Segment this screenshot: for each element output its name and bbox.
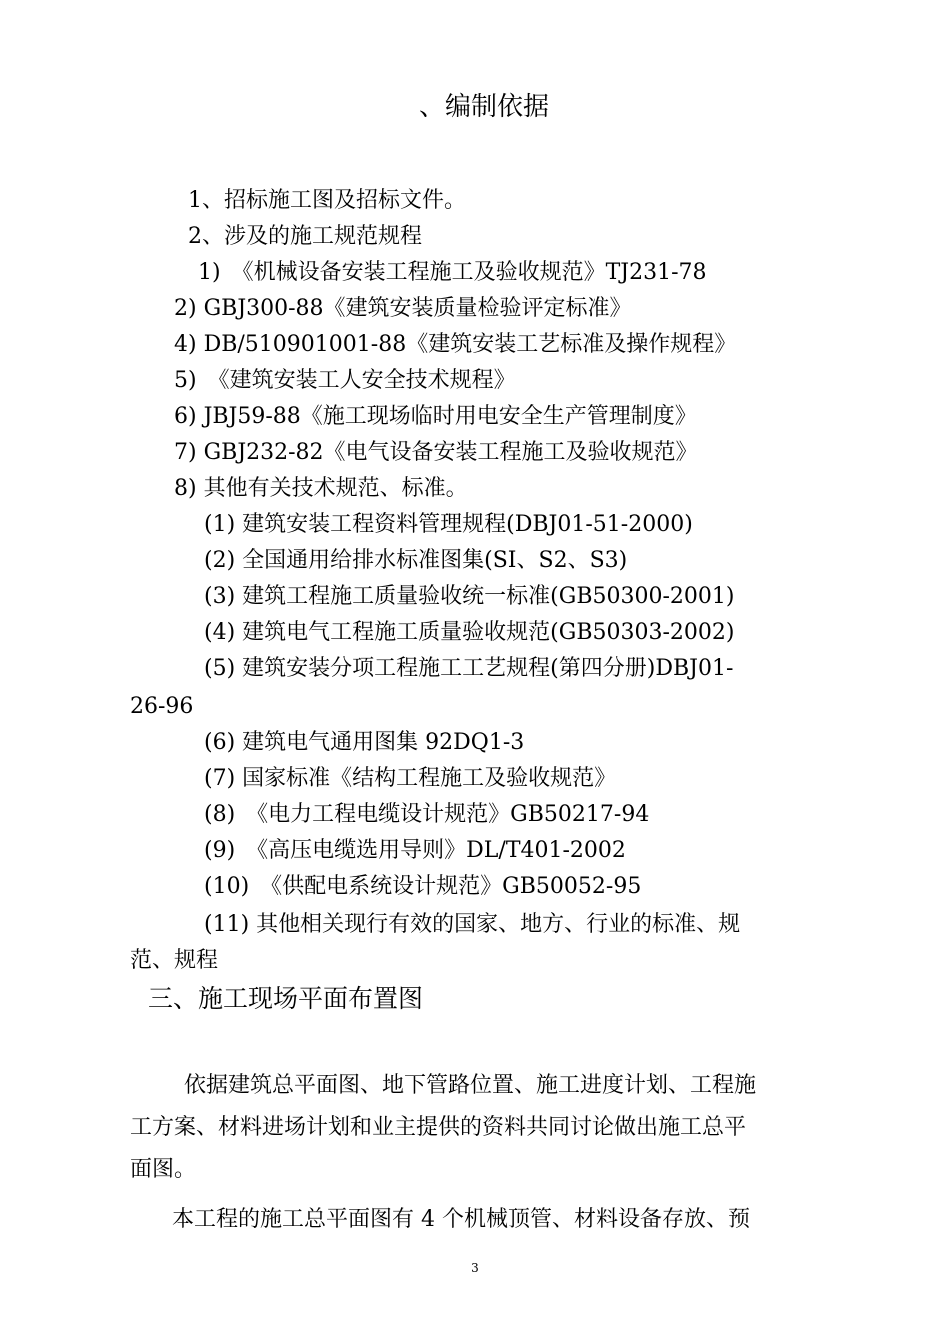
- sub-spec-item: (6) 建筑电气通用图集 92DQ1-3: [204, 730, 525, 755]
- sub-spec-item: (8) 《电力工程电缆设计规范》GB50217-94: [204, 802, 650, 827]
- sub-spec-item: (3) 建筑工程施工质量验收统一标准(GB50300-2001): [204, 584, 735, 609]
- sub-spec-item: (7) 国家标准《结构工程施工及验收规范》: [204, 766, 617, 791]
- sub-spec-item: (10) 《供配电系统设计规范》GB50052-95: [204, 874, 642, 899]
- spec-item: 1) 《机械设备安装工程施工及验收规范》TJ231-78: [198, 260, 707, 285]
- paragraph-line: 工方案、材料进场计划和业主提供的资料共同讨论做出施工总平: [130, 1115, 747, 1140]
- list-item: 1、招标施工图及招标文件。: [188, 188, 466, 213]
- spec-item: 5) 《建筑安装工人安全技术规程》: [174, 368, 516, 393]
- spec-item: 6) JBJ59-88《施工现场临时用电安全生产管理制度》: [174, 404, 697, 429]
- sub-spec-item: (4) 建筑电气工程施工质量验收规范(GB50303-2002): [204, 620, 735, 645]
- paragraph-line: 本工程的施工总平面图有 4 个机械顶管、材料设备存放、预: [172, 1207, 750, 1232]
- sub-spec-item: (1) 建筑安装工程资料管理规程(DBJ01-51-2000): [204, 512, 693, 537]
- sub-spec-item-continued: 范、规程: [130, 948, 219, 973]
- spec-item: 8) 其他有关技术规范、标准。: [174, 476, 468, 501]
- sub-spec-item: (5) 建筑安装分项工程施工工艺规程(第四分册)DBJ01-: [204, 656, 734, 681]
- sub-spec-item: (2) 全国通用给排水标准图集(SI、S2、S3): [204, 548, 628, 573]
- paragraph-line: 面图。: [130, 1157, 197, 1182]
- sub-spec-item: (9) 《高压电缆选用导则》DL/T401-2002: [204, 838, 626, 863]
- sub-spec-item-continued: 26-96: [130, 694, 194, 719]
- spec-item: 7) GBJ232-82《电气设备安装工程施工及验收规范》: [174, 440, 698, 465]
- section-title: 、编制依据: [419, 92, 550, 122]
- spec-item: 4) DB/510901001-88《建筑安装工艺标准及操作规程》: [174, 332, 737, 357]
- spec-item: 2) GBJ300-88《建筑安装质量检验评定标准》: [174, 296, 632, 321]
- sub-spec-item: (11) 其他相关现行有效的国家、地方、行业的标准、规: [204, 912, 741, 937]
- paragraph-line: 依据建筑总平面图、地下管路位置、施工进度计划、工程施: [184, 1073, 757, 1098]
- section-3-title: 三、施工现场平面布置图: [148, 984, 424, 1013]
- list-item: 2、涉及的施工规范规程: [188, 224, 422, 249]
- page-number: 3: [471, 1261, 479, 1275]
